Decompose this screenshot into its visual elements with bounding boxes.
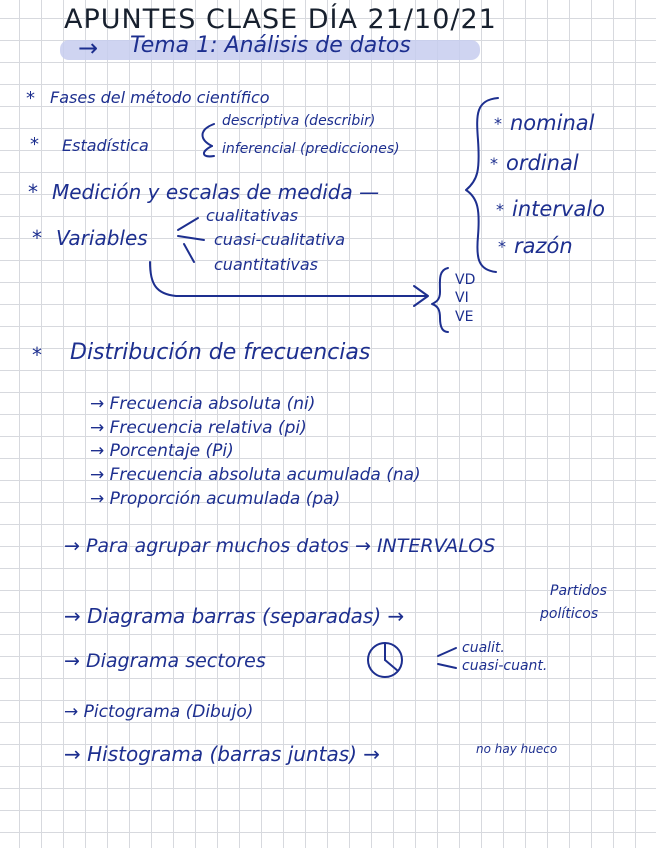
asterisk-icon: * xyxy=(28,180,38,204)
variables-branch: cualitativas xyxy=(206,206,299,225)
sectors-note: cualit. xyxy=(462,640,505,656)
estadistica-branch: descriptiva (describir) xyxy=(222,113,376,129)
frequency-item: → Proporción acumulada (pa) xyxy=(90,489,341,509)
sectors-note: cuasi-cuant. xyxy=(462,658,548,674)
variables-branch: cuasi-cualitativa xyxy=(214,230,345,249)
asterisk-icon: * xyxy=(32,226,42,250)
variable-type: VI xyxy=(455,290,469,306)
bullet-fases: Fases del método científico xyxy=(50,88,270,107)
bullet-variables: Variables xyxy=(56,226,148,250)
frequency-item: → Frecuencia absoluta (ni) xyxy=(90,394,316,414)
diagram-histogram: → Histograma (barras juntas) → xyxy=(64,742,381,766)
diagram-bars: → Diagrama barras (separadas) → xyxy=(64,604,405,628)
asterisk-icon: * xyxy=(496,200,504,219)
variable-type: VE xyxy=(455,309,474,325)
bars-note: políticos xyxy=(540,606,599,622)
bullet-medicion: Medición y escalas de medida — xyxy=(52,180,380,204)
diagram-pictogram: → Pictograma (Dibujo) xyxy=(64,702,254,722)
scale-item: nominal xyxy=(510,111,595,135)
asterisk-icon: * xyxy=(30,134,39,155)
asterisk-icon: * xyxy=(490,154,498,173)
topic-title: Tema 1: Análisis de datos xyxy=(130,33,411,58)
asterisk-icon: * xyxy=(498,237,506,256)
scale-item: razón xyxy=(514,234,573,258)
variable-type: VD xyxy=(455,272,476,288)
bullet-estadistica: Estadística xyxy=(62,136,149,155)
branch-arrow xyxy=(204,146,214,156)
scale-item: ordinal xyxy=(506,151,579,175)
pie-chart-icon xyxy=(368,643,402,677)
intervals-note: → Para agrupar muchos datos → INTERVALOS xyxy=(64,535,496,557)
asterisk-icon: * xyxy=(26,88,35,109)
variables-branch: cuantitativas xyxy=(214,255,319,274)
frequency-item: → Frecuencia absoluta acumulada (na) xyxy=(90,465,421,485)
diagram-sectors: → Diagrama sectores xyxy=(64,650,266,672)
asterisk-icon: * xyxy=(32,343,42,367)
frequency-item: → Frecuencia relativa (pi) xyxy=(90,418,307,438)
branch-arrow xyxy=(178,236,204,240)
bars-note: Partidos xyxy=(550,583,607,599)
frequency-heading: Distribución de frecuencias xyxy=(70,340,371,365)
scale-item: intervalo xyxy=(512,197,605,221)
branch-arrow xyxy=(178,218,198,230)
pie-chart-icon xyxy=(385,660,398,671)
page-title: APUNTES CLASE DÍA 21/10/21 xyxy=(64,4,497,35)
branch-arrow xyxy=(203,124,215,146)
asterisk-icon: * xyxy=(494,114,502,133)
estadistica-branch: inferencial (predicciones) xyxy=(222,141,400,157)
frequency-item: → Porcentaje (Pi) xyxy=(90,441,234,461)
branch-arrow xyxy=(438,664,456,668)
histogram-note: no hay hueco xyxy=(476,742,558,756)
topic-arrow: → xyxy=(78,34,99,62)
vars-brace xyxy=(432,268,448,332)
branch-arrow xyxy=(438,648,456,656)
branch-arrow xyxy=(184,244,194,262)
long-arrow-head xyxy=(414,286,428,306)
